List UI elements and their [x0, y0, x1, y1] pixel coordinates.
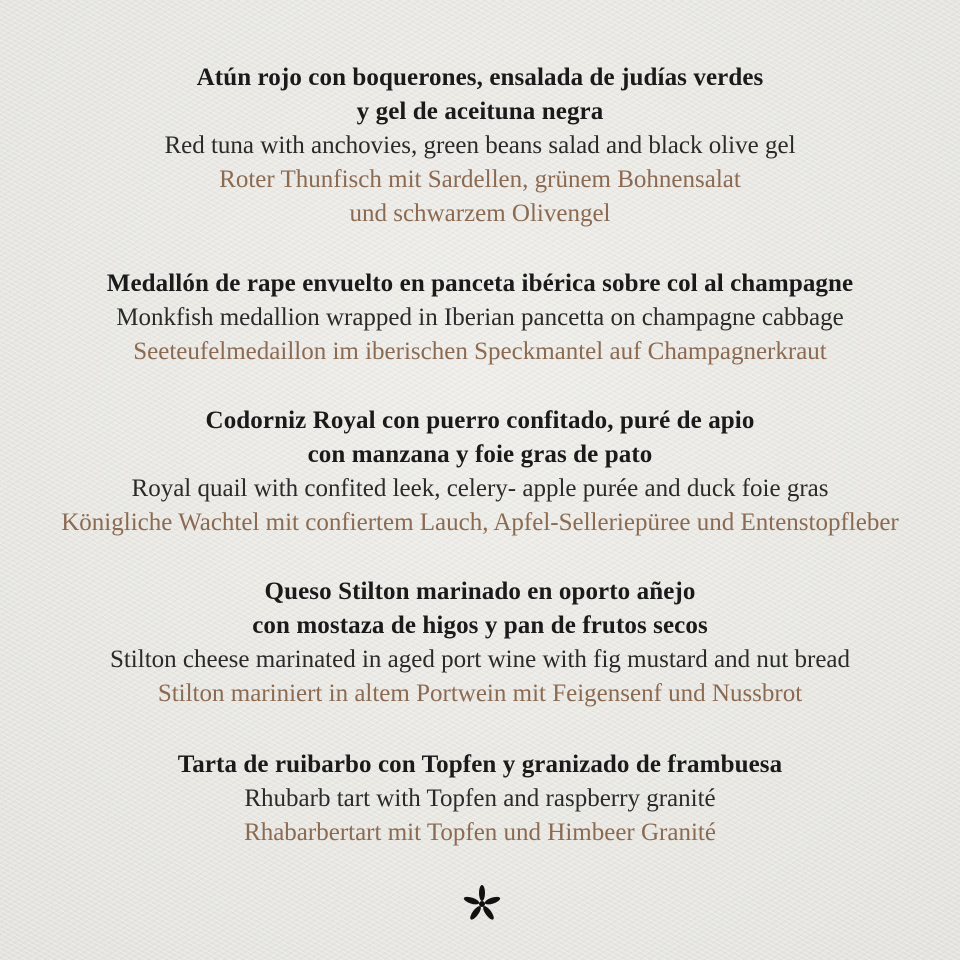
asterisk-flower-icon — [462, 884, 502, 924]
dish-title-es: Queso Stilton marinado en oporto añejo — [264, 578, 696, 605]
dish-description-de: Seeteufelmedaillon im iberischen Speckmantel auf Champagnerkraut — [133, 338, 827, 365]
course-quail — [0, 404, 960, 540]
course-rhubarb-tart — [0, 748, 960, 850]
dish-title-es: Codorniz Royal con puerro confitado, puré de apio — [205, 407, 755, 434]
dish-description-de: Königliche Wachtel mit confiertem Lauch, Apfel-Selleriepüree und Entenstopfleber — [61, 509, 899, 536]
dish-description-en: Royal quail with confited leek, celery- apple purée and duck foie gras — [131, 475, 829, 502]
course-monkfish — [0, 267, 960, 369]
dish-description-de: Rhabarbertart mit Topfen und Himbeer Granité — [244, 819, 716, 846]
dish-title-es: con mostaza de higos y pan de frutos secos — [252, 612, 708, 639]
dish-description-en: Monkfish medallion wrapped in Iberian pancetta on champagne cabbage — [116, 304, 844, 331]
dish-title-es: Tarta de ruibarbo con Topfen y granizado de frambuesa — [177, 751, 783, 778]
dish-title-es: Medallón de rape envuelto en panceta ibérica sobre col al champagne — [106, 270, 854, 297]
dish-title-es: Atún rojo con boquerones, ensalada de judías verdes — [196, 64, 764, 91]
dish-description-de: und schwarzem Olivengel — [349, 200, 611, 227]
dish-title-es: y gel de aceituna negra — [356, 98, 604, 125]
dish-description-de: Stilton mariniert in altem Portwein mit Feigensenf und Nussbrot — [157, 680, 803, 707]
dish-description-en: Stilton cheese marinated in aged port wine with fig mustard and nut bread — [109, 646, 851, 673]
course-tuna — [0, 61, 960, 231]
dish-description-en: Red tuna with anchovies, green beans salad and black olive gel — [164, 132, 796, 159]
dish-title-es: con manzana y foie gras de pato — [307, 441, 653, 468]
course-stilton — [0, 575, 960, 711]
dish-description-de: Roter Thunfisch mit Sardellen, grünem Bohnensalat — [219, 166, 741, 193]
dish-description-en: Rhubarb tart with Topfen and raspberry granité — [244, 785, 716, 812]
